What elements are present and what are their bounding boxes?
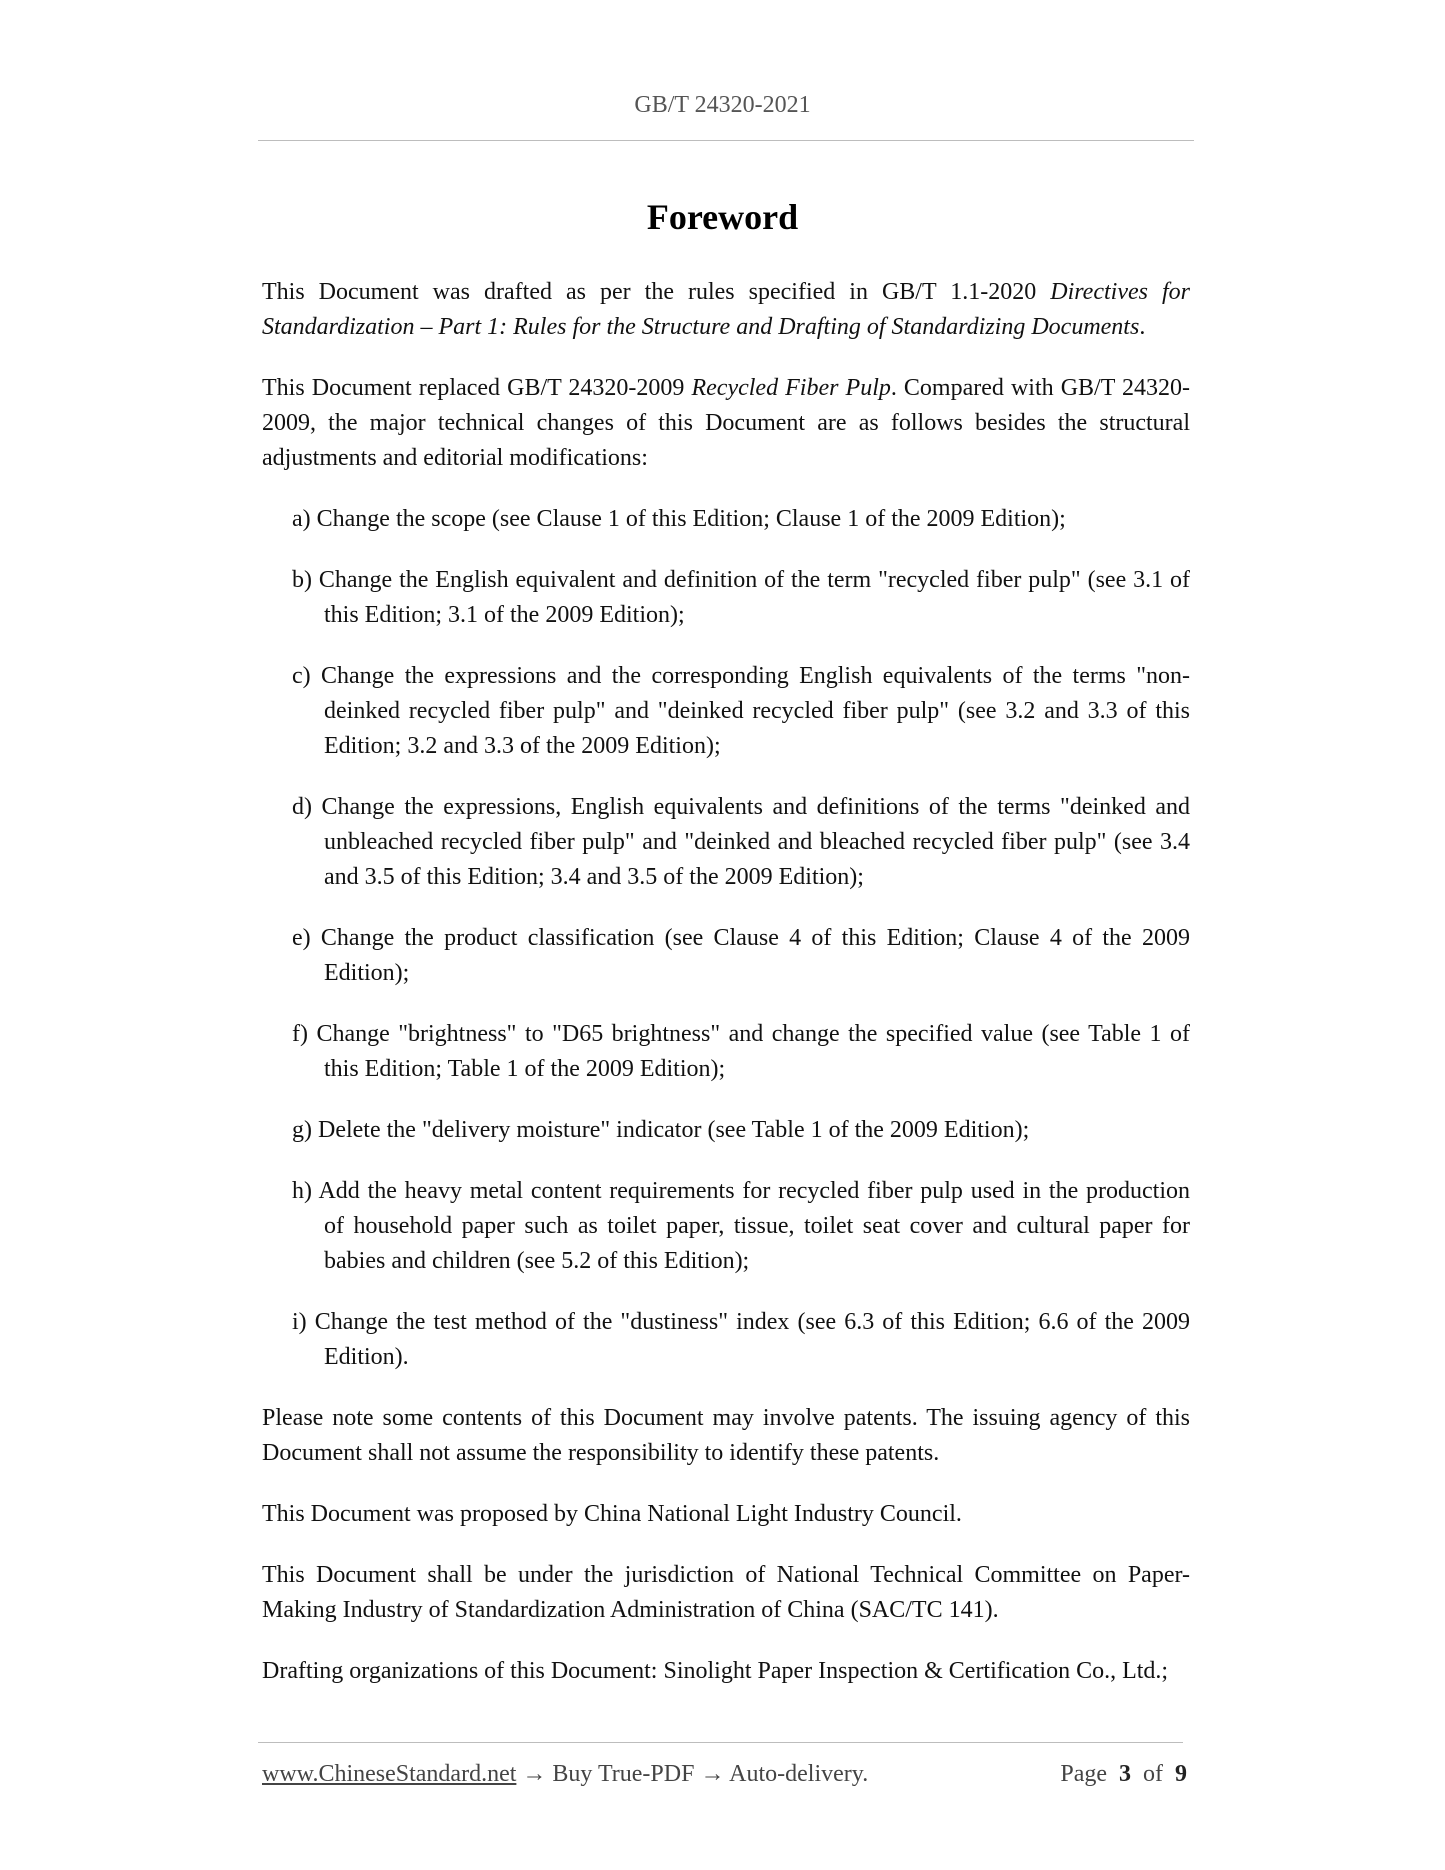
paragraph-patents: Please note some contents of this Document may involve patents. The issuing agency of this Document shall not assume the responsibility to identify these patents. — [262, 1405, 1190, 1466]
footer-promo — [262, 1761, 868, 1788]
list-item: i) Change the test method of the "dustiness" index (see 6.3 of this Edition; 6.6 of the 2009 Edition). — [292, 1309, 1190, 1370]
arrow-icon: → — [522, 1761, 547, 1787]
arrow-icon: → — [700, 1761, 725, 1787]
paragraph-text: This Document was drafted as per the rules specified in GB/T 1.1-2020 — [262, 279, 1051, 305]
paragraph-drafting-organizations: Drafting organizations of this Document: Sinolight Paper Inspection & Certification Co., Ltd.; — [262, 1658, 1169, 1684]
italic-title: Directives for Standardization – Part 1: Rules for the Structure and Drafting of Standardizing Documents — [262, 279, 1190, 340]
paragraph-replacement — [262, 371, 1190, 476]
list-item: g) Delete the "delivery moisture" indicator (see Table 1 of the 2009 Edition); — [292, 1117, 1030, 1143]
paragraph-drafting-rules — [262, 275, 1190, 345]
total-pages: 9 — [1175, 1761, 1187, 1787]
list-item: e) Change the product classification (see Clause 4 of this Edition; Clause 4 of the 2009 Edition); — [292, 925, 1190, 986]
header-doc-id: GB/T 24320-2021 — [634, 92, 811, 118]
paragraph-proposed-by: This Document was proposed by China National Light Industry Council. — [262, 1501, 962, 1527]
paragraph-text: . Compared with GB/T 24320-2009, the major technical changes of this Document are as follows besides the structural adjustments and editorial modifications: — [262, 375, 1190, 471]
list-item: a) Change the scope (see Clause 1 of this Edition; Clause 1 of the 2009 Edition); — [292, 506, 1066, 532]
website-link[interactable]: www.ChineseStandard.net — [262, 1761, 517, 1787]
current-page: 3 — [1119, 1761, 1131, 1787]
document-body — [262, 275, 1190, 1715]
header-divider — [258, 140, 1194, 141]
changes-list — [262, 502, 1190, 1375]
of-label: of — [1143, 1761, 1163, 1787]
list-item: h) Add the heavy metal content requirements for recycled fiber pulp used in the production of household paper such as toilet paper, tissue, toilet seat cover and cultural paper for babies and children (see 5.2 of this Edition); — [292, 1178, 1190, 1274]
list-item: f) Change "brightness" to "D65 brightness" and change the specified value (see Table 1 of this Edition; Table 1 of the 2009 Edition); — [292, 1021, 1190, 1082]
list-item: b) Change the English equivalent and definition of the term "recycled fiber pulp" (see 3.1 of this Edition; 3.1 of the 2009 Edition); — [292, 567, 1190, 628]
page-number — [1060, 1761, 1187, 1788]
page-label: Page — [1060, 1761, 1107, 1787]
list-item: d) Change the expressions, English equivalents and definitions of the terms "deinked and unbleached recycled fiber pulp" and "deinked and bleached recycled fiber pulp" (see 3.4 and 3.5 of this Edition; 3.4 and 3.5 of the 2009 Edition); — [292, 794, 1190, 890]
list-item: c) Change the expressions and the corresponding English equivalents of the terms "non-deinked recycled fiber pulp" and "deinked recycled fiber pulp" (see 3.2 and 3.3 of this Edition; 3.2 and 3.3 of the 2009 Edition); — [292, 663, 1190, 759]
paragraph-text: This Document replaced GB/T 24320-2009 — [262, 375, 692, 401]
page-title: Foreword — [646, 197, 799, 237]
paragraph-jurisdiction: This Document shall be under the jurisdiction of National Technical Committee on Paper-Making Industry of Standardization Administration of China (SAC/TC 141). — [262, 1562, 1190, 1623]
auto-delivery-text: Auto-delivery. — [729, 1761, 869, 1787]
footer-divider — [258, 1742, 1183, 1743]
buy-pdf-text: Buy True-PDF — [552, 1761, 695, 1787]
italic-title: Recycled Fiber Pulp — [691, 375, 891, 401]
paragraph-text: . — [1139, 314, 1146, 340]
